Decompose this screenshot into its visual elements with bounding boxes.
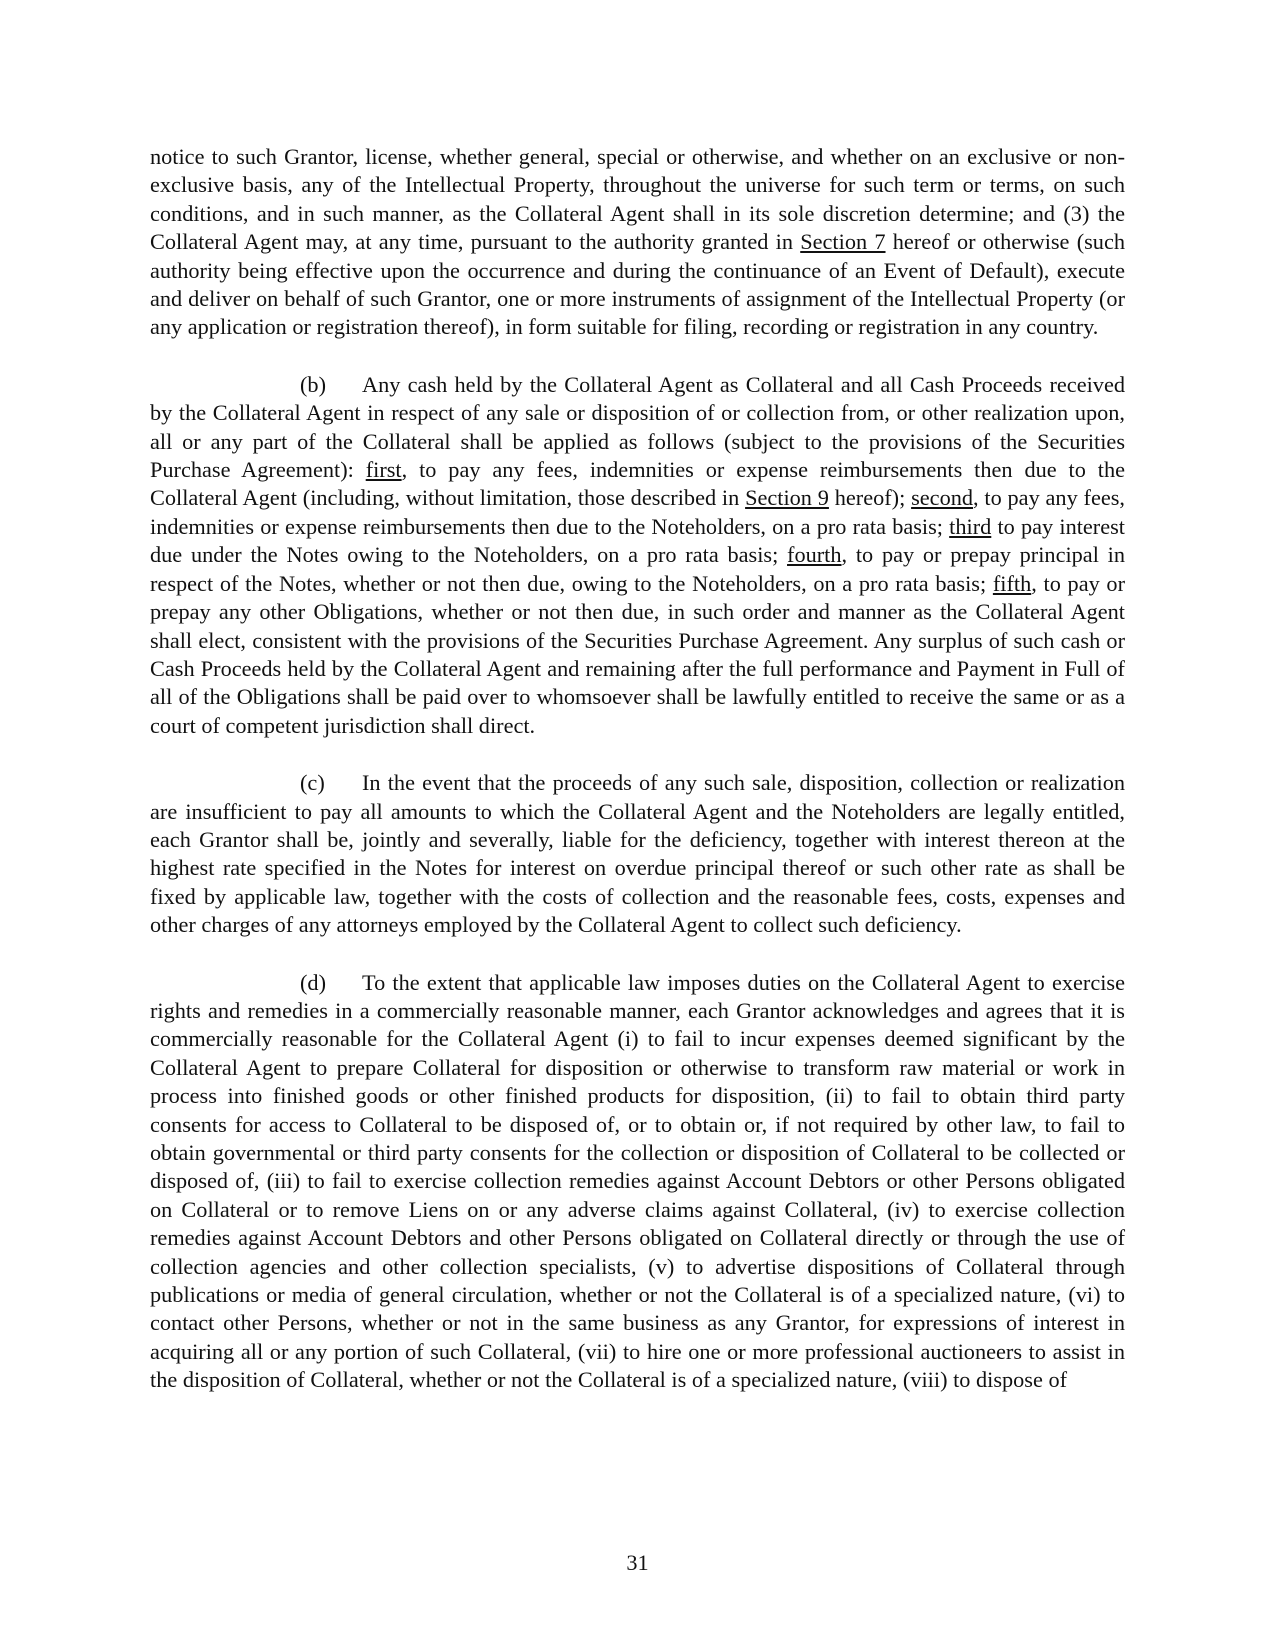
section-9-reference: Section 9 <box>745 485 829 511</box>
paragraph-d <box>150 969 1125 1395</box>
term-fifth: fifth <box>992 570 1032 596</box>
paragraph-b-label: (b) <box>300 371 326 397</box>
term-first: first <box>365 457 402 483</box>
paragraph-b-text-1: Any cash held by the Collateral Agent as Collateral and all Cash Proceeds received by the Collateral Agent in respect of any sale or disposition of or collection from, or other realization upon, all or any part of the Collateral shall be applied as follows (subject to the provisions of the Securities Purchase Agreement): <box>150 371 1125 483</box>
paragraph-d-label: (d) <box>300 969 326 995</box>
paragraph-c-text: In the event that the proceeds of any such sale, disposition, collection or realization are insufficient to pay all amounts to which the Collateral Agent and the Noteholders are legally entitled, each Grantor shall be, jointly and severally, liable for the deficiency, together with interest thereon at the highest rate specified in the Notes for interest on overdue principal thereof or such other rate as shall be fixed by applicable law, together with the costs of collection and the reasonable fees, costs, expenses and other charges of any attorneys employed by the Collateral Agent to collect such deficiency. <box>150 770 1125 938</box>
paragraph-c <box>150 769 1125 939</box>
section-7-reference: Section 7 <box>800 229 886 255</box>
paragraph-c-label: (c) <box>300 770 325 796</box>
paragraph-b-text-4: , to pay any fees, indemnities or expense reimbursements then due to the Noteholders, on a pro rata basis; <box>150 485 1125 539</box>
paragraph-b-text-5: to pay interest due under the Notes owing to the Noteholders, on a pro rata basis; <box>150 513 1125 568</box>
paragraph-b-text-7: , to pay or prepay any other Obligations, whether or not then due, in such order and manner as the Collateral Agent shall elect, consistent with the provisions of the Securities Purchase Agreement. Any surplus of such cash or Cash Proceeds held by the Collateral Agent and remaining after the full performance and Payment in Full of all of the Obligations shall be paid over to whomsoever shall be lawfully entitled to receive the same or as a court of competent jurisdiction shall direct. <box>150 570 1125 738</box>
term-second: second <box>911 485 974 511</box>
paragraph-b <box>150 371 1125 740</box>
document-page <box>150 143 1125 1395</box>
paragraph-a-text-1: notice to such Grantor, license, whether general, special or otherwise, and whether on an exclusive or non-exclusive basis, any of the Intellectual Property, throughout the universe for such term or terms, on such conditions, and in such manner, as the Collateral Agent shall in its sole discretion determine; and (3) the Collateral Agent may, at any time, pursuant to the authority granted in <box>150 144 1125 255</box>
page-number: 31 <box>626 1550 649 1575</box>
term-fourth: fourth <box>787 542 842 568</box>
paragraph-b-text-3: hereof); <box>828 485 912 511</box>
paragraph-a-text-2: hereof or otherwise (such authority being effective upon the occurrence and during the continuance of an Event of Default), execute and deliver on behalf of such Grantor, one or more instruments of assignment of the Intellectual Property (or any application or registration thereof), in form suitable for filing, recording or registration in any country. <box>150 229 1125 340</box>
paragraph-a-continued <box>150 143 1125 342</box>
paragraph-b-text-6: , to pay or prepay principal in respect of the Notes, whether or not then due, owing to the Noteholders, on a pro rata basis; <box>150 542 1125 596</box>
paragraph-b-text-2: , to pay any fees, indemnities or expense reimbursements then due to the Collateral Agent (including, without limitation, those described in <box>150 457 1126 511</box>
paragraph-d-text: To the extent that applicable law imposes duties on the Collateral Agent to exercise rights and remedies in a commercially reasonable manner, each Grantor acknowledges and agrees that it is commercially reasonable for the Collateral Agent (i) to fail to incur expenses deemed significant by the Collateral Agent to prepare Collateral for disposition or otherwise to transform raw material or work in process into finished goods or other finished products for disposition, (ii) to fail to obtain third party consents for access to Collateral to be disposed of, or to obtain or, if not required by other law, to fail to obtain governmental or third party consents for the collection or disposition of Collateral to be collected or disposed of, (iii) to fail to exercise collection remedies against Account Debtors or other Persons obligated on Collateral or to remove Liens on or any adverse claims against Collateral, (iv) to exercise collection remedies against Account Debtors and other Persons obligated on Collateral directly or through the use of collection agencies and other collection specialists, (v) to advertise dispositions of Collateral through publications or media of general circulation, whether or not the Collateral is of a specialized nature, (vi) to contact other Persons, whether or not in the same business as any Grantor, for expressions of interest in acquiring all or any portion of such Collateral, (vii) to hire one or more professional auctioneers to assist in the disposition of Collateral, whether or not the Collateral is of a specialized nature, (viii) to dispose of <box>150 969 1125 1393</box>
term-third: third <box>949 513 992 539</box>
